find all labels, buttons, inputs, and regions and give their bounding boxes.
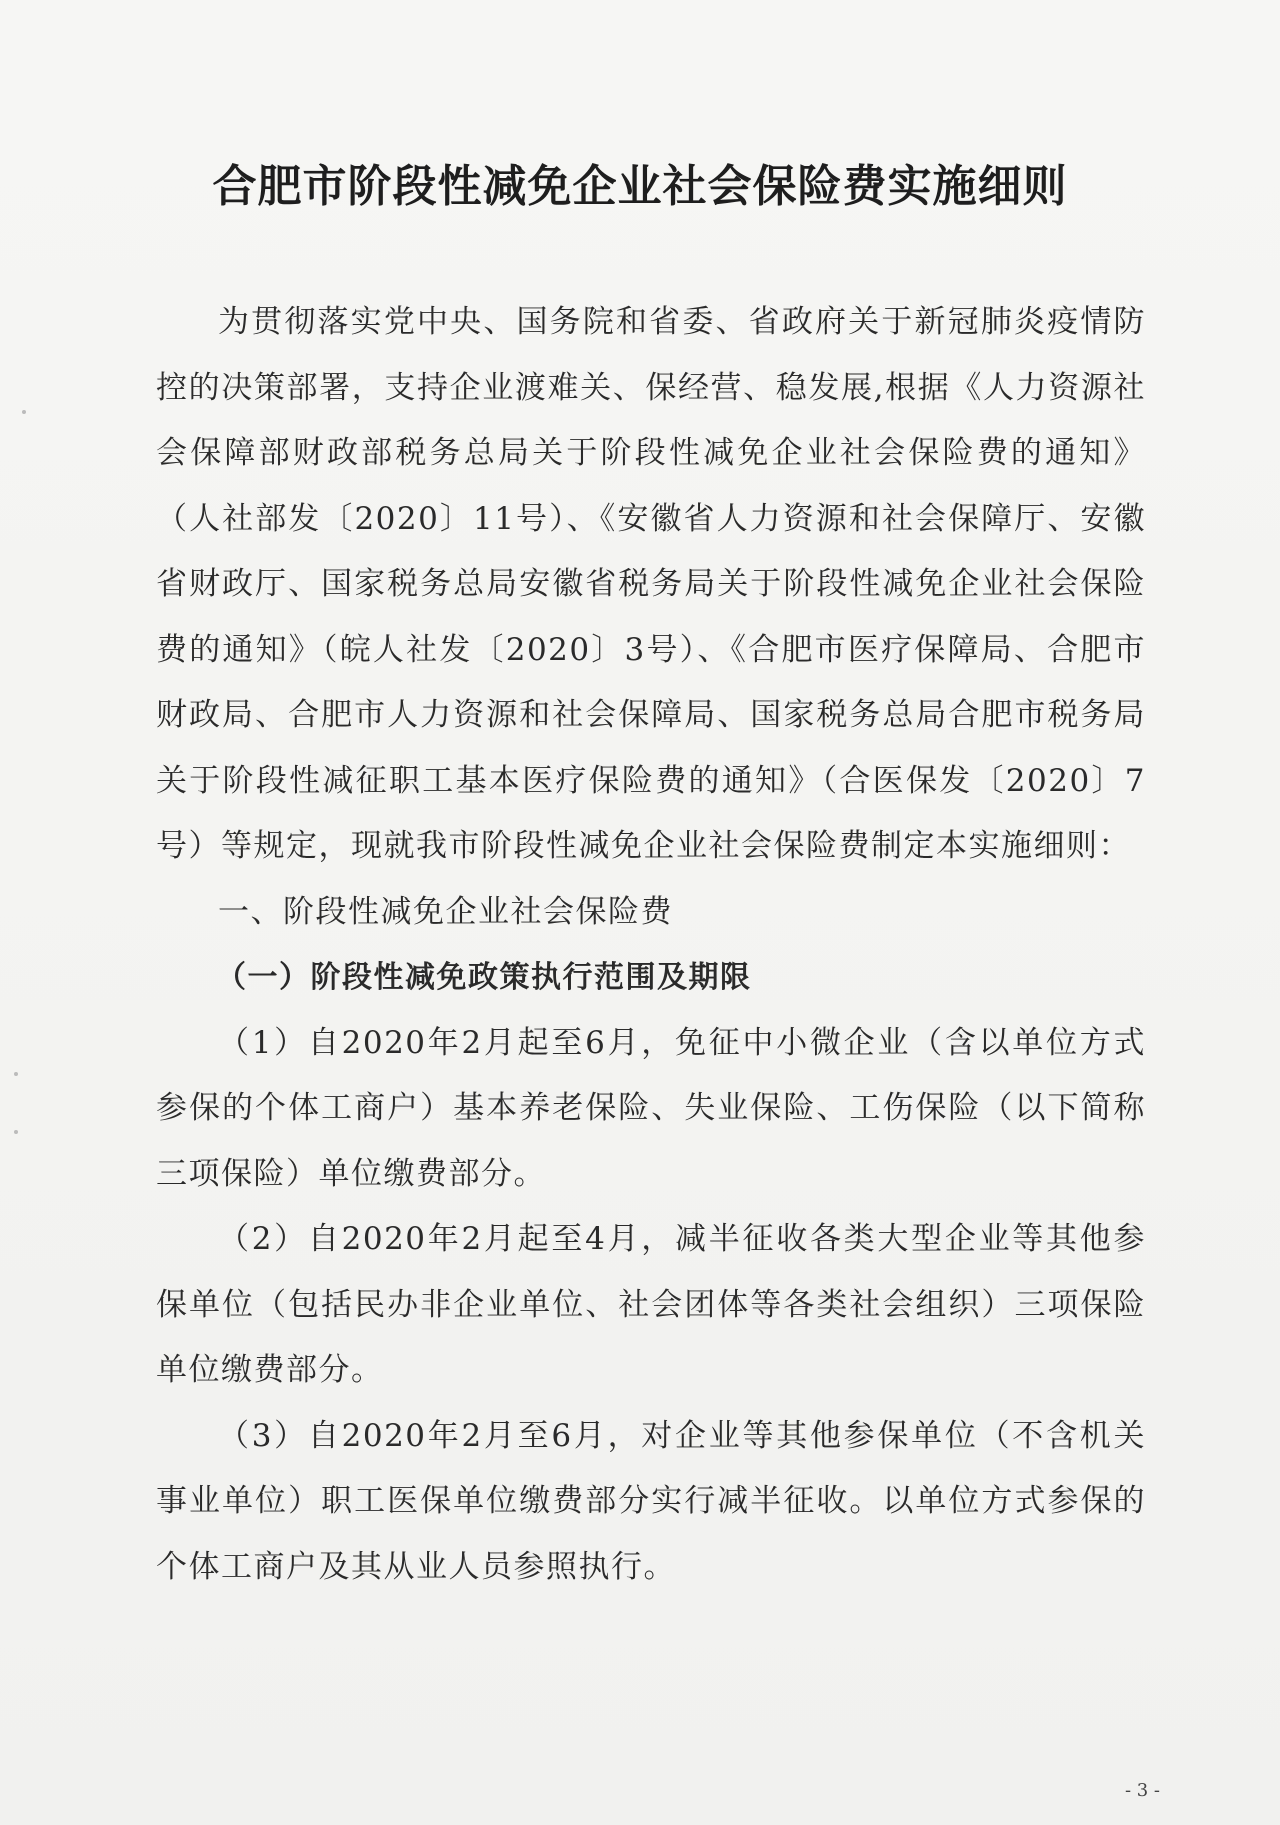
section-heading-1: 一、阶段性减免企业社会保险费	[218, 893, 673, 930]
page-number: - 3 -	[1124, 1780, 1160, 1801]
document-title: 合肥市阶段性减免企业社会保险费实施细则	[212, 161, 1068, 212]
clause-paragraph-2: （2）自2020年2月起至4月，减半征收各类大型企业等其他参保单位（包括民办非企业单位、社会团体等各类社会组织）三项保险单位缴费部分。	[156, 1221, 1146, 1388]
intro-paragraph: 为贯彻落实党中央、国务院和省委、省政府关于新冠肺炎疫情防控的决策部署，支持企业渡难关、保经营、稳发展,根据《人力资源社会保障部财政部税务总局关于阶段性减免企业社会保险费的通知》（人社部发〔2020〕11号）、《安徽省人力资源和社会保障厅、安徽省财政厅、国家税务总局安徽省税务局关于阶段性减免企业社会保险费的通知》（皖人社发〔2020〕3号）、《合肥市医疗保障局、合肥市财政局、合肥市人力资源和社会保障局、国家税务总局合肥市税务局关于阶段性减征职工基本医疗保险费的通知》（合医保发〔2020〕7号）等规定，现就我市阶段性减免企业社会保险费制定本实施细则：	[156, 304, 1146, 864]
document-body	[156, 290, 1146, 1600]
scan-speck	[22, 410, 26, 414]
clause-paragraph-3: （3）自2020年2月至6月，对企业等其他参保单位（不含机关事业单位）职工医保单位缴费部分实行减半征收。以单位方式参保的个体工商户及其从业人员参照执行。	[156, 1417, 1146, 1585]
subsection-heading-1: （一）阶段性减免政策执行范围及期限	[216, 960, 752, 995]
clause-paragraph-1: （1）自2020年2月起至6月，免征中小微企业（含以单位方式参保的个体工商户）基本养老保险、失业保险、工伤保险（以下简称三项保险）单位缴费部分。	[156, 1024, 1146, 1192]
scan-speck	[14, 1072, 18, 1076]
scan-speck	[14, 1130, 18, 1134]
